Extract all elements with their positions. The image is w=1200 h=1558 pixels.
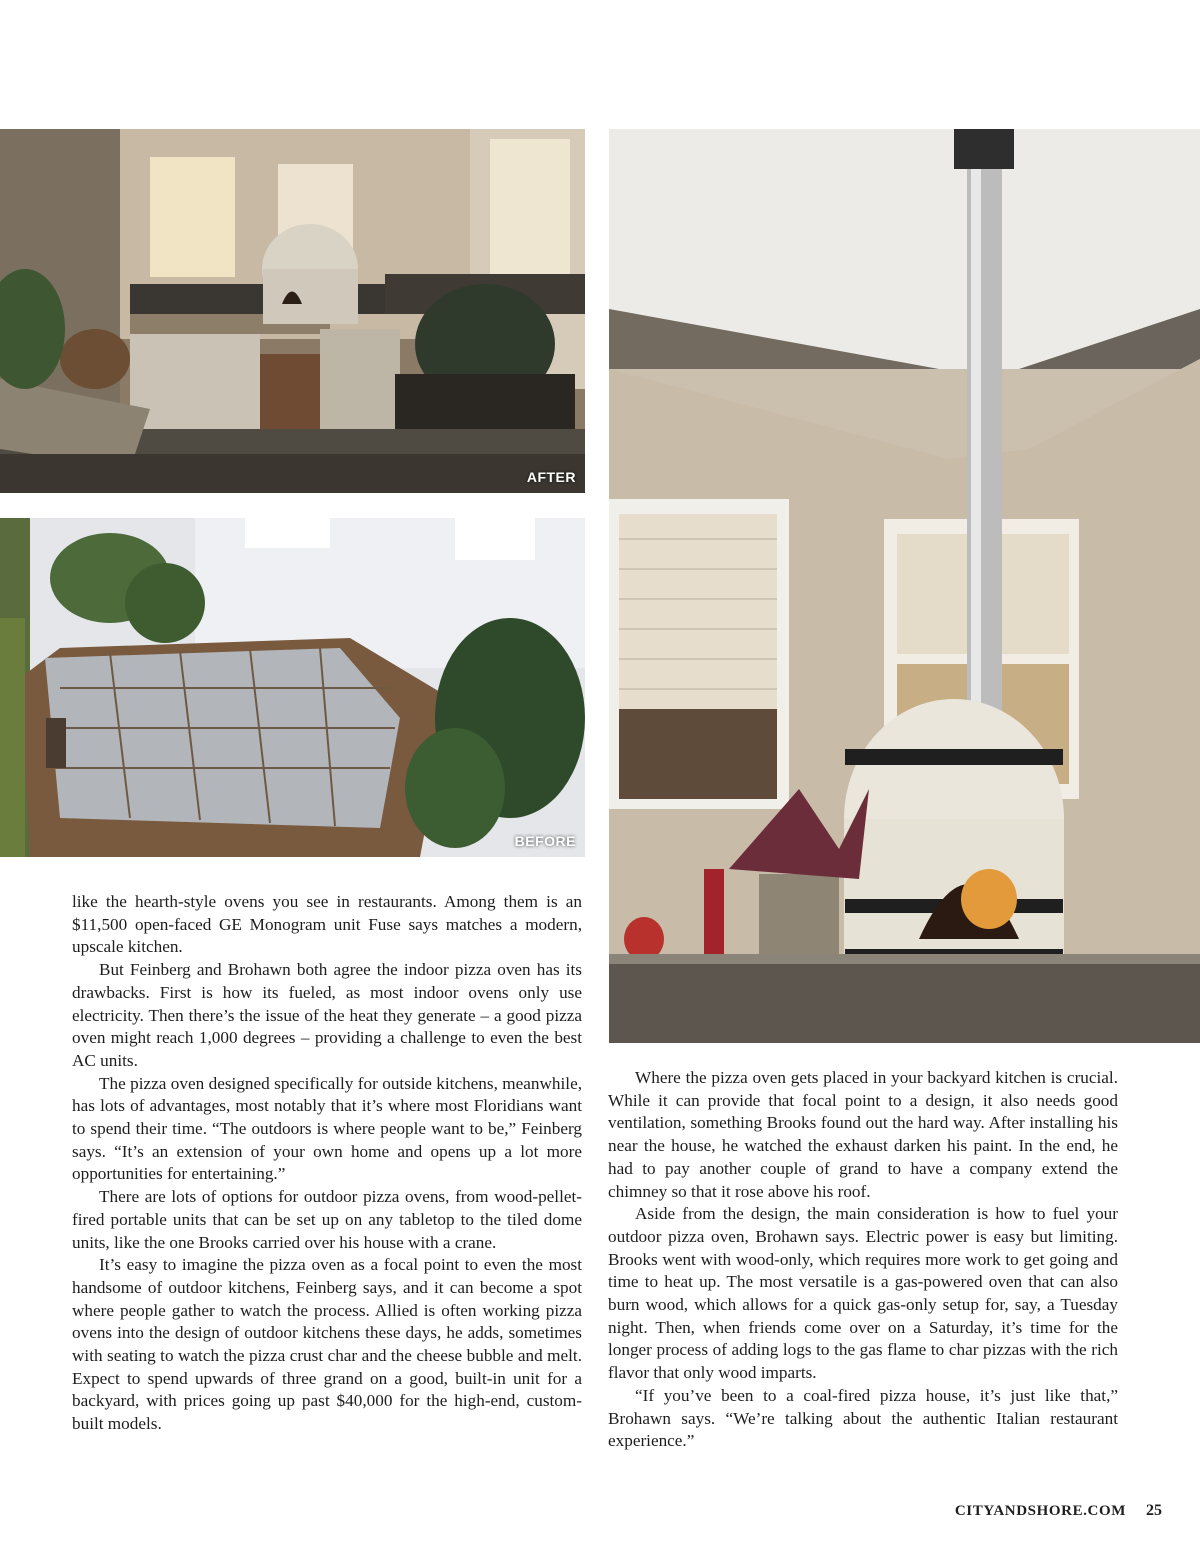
article-paragraph: Aside from the design, the main consideration is how to fuel your outdoor pizza oven, Brohawn says. Electric power is easy but limiting. Brooks went with wood-only, which requires more work to get going and time to heat up. The most versatile is a gas-powered oven that can also burn wood, which allows for a quick gas-only setup for, say, a Tuesday night. Then, when friends come over on a Saturday, it’s time for the longer process of adding logs to the gas flame to char pizzas with the rich flavor that only wood imparts. xyxy=(608,1204,1118,1383)
site-name: CITYANDSHORE.COM xyxy=(954,1503,1126,1519)
before-photo-image xyxy=(0,518,585,857)
after-label: AFTER xyxy=(526,469,576,485)
before-photo xyxy=(0,518,585,857)
pizza-oven-image xyxy=(609,129,1200,1043)
article-right-column xyxy=(608,1067,1118,1453)
page-number: 25 xyxy=(1146,1502,1162,1519)
after-photo-image xyxy=(0,129,585,493)
article-paragraph: It’s easy to imagine the pizza oven as a focal point to even the most handsome of outdoor kitchens, Feinberg says, and it can become a spot where people gather to watch the process. Allied is often working pizza ovens into the design of outdoor kitchens these days, he adds, sometimes with seating to watch the pizza crust char and the cheese bubble and melt. Expect to spend upwards of three grand on a good, built-in unit for a backyard, with prices going up past $40,000 for the high-end, custom-built models. xyxy=(72,1255,582,1434)
pizza-oven-photo xyxy=(609,129,1200,1043)
article-paragraph: “If you’ve been to a coal-fired pizza house, it’s just like that,” Brohawn says. “We’re talking about the authentic Italian restaurant experience.” xyxy=(608,1385,1118,1451)
article-left-column xyxy=(72,891,582,1436)
article-paragraph: like the hearth-style ovens you see in restaurants. Among them is an $11,500 open-faced GE Monogram unit Fuse says matches a modern, upscale kitchen. xyxy=(72,892,582,957)
after-photo xyxy=(0,129,585,493)
before-label: BEFORE xyxy=(514,833,576,849)
article-paragraph: Where the pizza oven gets placed in your backyard kitchen is crucial. While it can provide that focal point to a design, it also needs good ventilation, something Brooks found out the hard way. After installing his near the house, he watched the exhaust darken his paint. In the end, he had to pay another couple of grand to have a company extend the chimney so that it rose above his roof. xyxy=(608,1068,1118,1201)
article-paragraph: There are lots of options for outdoor pizza ovens, from wood-pellet-fired portable units that can be set up on any tabletop to the tiled dome units, like the one Brooks carried over his house with a crane. xyxy=(72,1187,582,1252)
article-paragraph: But Feinberg and Brohawn both agree the indoor pizza oven has its drawbacks. First is how its fueled, as most indoor ovens only use electricity. Then there’s the issue of the heat they generate – a good pizza oven might reach 1,000 degrees – providing a challenge to even the best AC units. xyxy=(72,960,582,1070)
page-footer xyxy=(955,1502,1162,1520)
article-paragraph: The pizza oven designed specifically for outside kitchens, meanwhile, has lots of advantages, most notably that it’s where most Floridians want to spend their time. “The outdoors is where people want to be,” Feinberg says. “It’s an extension of your own home and opens up a lot more opportunities for entertaining.” xyxy=(72,1073,582,1184)
